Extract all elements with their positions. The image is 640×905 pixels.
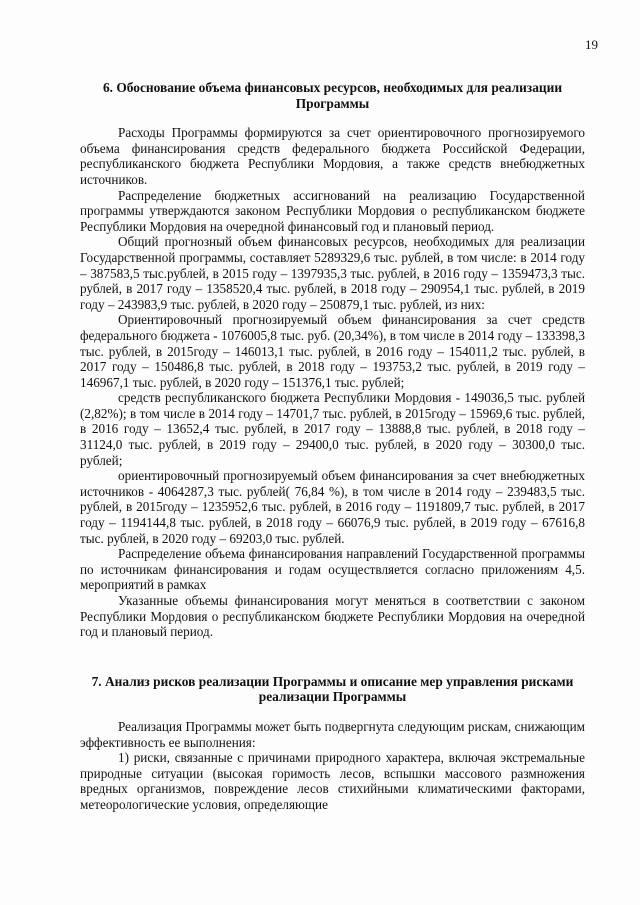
page-number: 19: [585, 37, 598, 52]
page-content: [80, 80, 585, 813]
section-7: [80, 674, 585, 813]
section-6-paragraph: Общий прогнозный объем финансовых ресурсов, необходимых для реализации Государственной программы, составляет 5289329,6 тыс. рублей, в том числе: в 2014 году – 387583,5 тыс.рублей, в 2015 году – 1397935,3 тыс. рублей, в 2016 году – 1359473,3 тыс. рублей, в 2017 году – 1358520,4 тыс. рублей, в 2018 году – 290954,1 тыс. рублей, в 2019 году – 243983,9 тыс. рублей, в 2020 году – 250879,1 тыс. рублей, из них:: [80, 234, 585, 312]
section-6-title: 6. Обоснование объема финансовых ресурсов, необходимых для реализации Программы: [102, 80, 563, 111]
section-6-paragraph: Указанные объемы финансирования могут меняться в соответствии с законом Республики Мордовия о республиканском бюджете Республики Мордовия на очередной год и плановый период.: [80, 593, 585, 640]
section-6-paragraph: Расходы Программы формируются за счет ориентировочного прогнозируемого объема финансирования средств федерального бюджета Российской Федерации, республиканского бюджета Республики Мордовия, а также средств внебюджетных источников.: [80, 125, 585, 187]
section-6-paragraph: Ориентировочный прогнозируемый объем финансирования за счет средств федерального бюджета - 1076005,8 тыс. руб. (20,34%), в том числе в 2014 году – 133398,3 тыс. рублей, в 2015году – 146013,1 тыс. рублей, в 2016 году – 154011,2 тыс. рублей, в 2017 году – 150486,8 тыс. рублей, в 2018 году – 193753,2 тыс. рублей, в 2019 году – 146967,1 тыс. рублей, в 2020 году – 151376,1 тыс. рублей;: [80, 312, 585, 390]
section-6: [80, 80, 585, 640]
section-6-paragraph: ориентировочный прогнозируемый объем финансирования за счет внебюджетных источников - 4064287,3 тыс. рублей( 76,84 %), в том числе в 2014 году – 239483,5 тыс. рублей, в 2015году – 1235952,6 тыс. рублей, в 2016 году – 1191809,7 тыс. рублей, в 2017 году – 1194144,8 тыс. рублей, в 2018 году – 66076,9 тыс. рублей, в 2019 году – 67616,8 тыс. рублей, в 2020 году – 69203,0 тыс. рублей.: [80, 468, 585, 546]
section-7-paragraph: Реализация Программы может быть подвергнута следующим рискам, снижающим эффективность ее выполнения:: [80, 718, 585, 750]
section-6-paragraph: Распределение бюджетных ассигнований на реализацию Государственной программы утверждаются законом Республики Мордовия о республиканском бюджете Республики Мордовия на очередной финансовый год и плановый период.: [80, 187, 585, 234]
section-6-paragraph: Распределение объема финансирования направлений Государственной программы по источникам финансирования и годам осуществляется согласно приложениям 4,5. мероприятий в рамках: [80, 546, 585, 593]
section-7-paragraph: 1) риски, связанные с причинами природного характера, включая экстремальные природные ситуации (высокая горимость лесов, вспышки массового размножения вредных организмов, повреждение лесов стихийными климатическими факторами, метеорологические условия, определяющие: [80, 750, 585, 812]
section-6-paragraph: средств республиканского бюджета Республики Мордовия - 149036,5 тыс. рублей (2,82%); в том числе в 2014 году – 14701,7 тыс. рублей, в 2015году – 15969,6 тыс. рублей, в 2016 году – 13652,4 тыс. рублей, в 2017 году – 13888,8 тыс. рублей, в 2018 году – 31124,0 тыс. рублей, в 2019 году – 29400,0 тыс. рублей, в 2020 году – 30300,0 тыс. рублей;: [80, 390, 585, 468]
section-7-title: 7. Анализ рисков реализации Программы и описание мер управления рисками реализации Программы: [91, 673, 574, 705]
